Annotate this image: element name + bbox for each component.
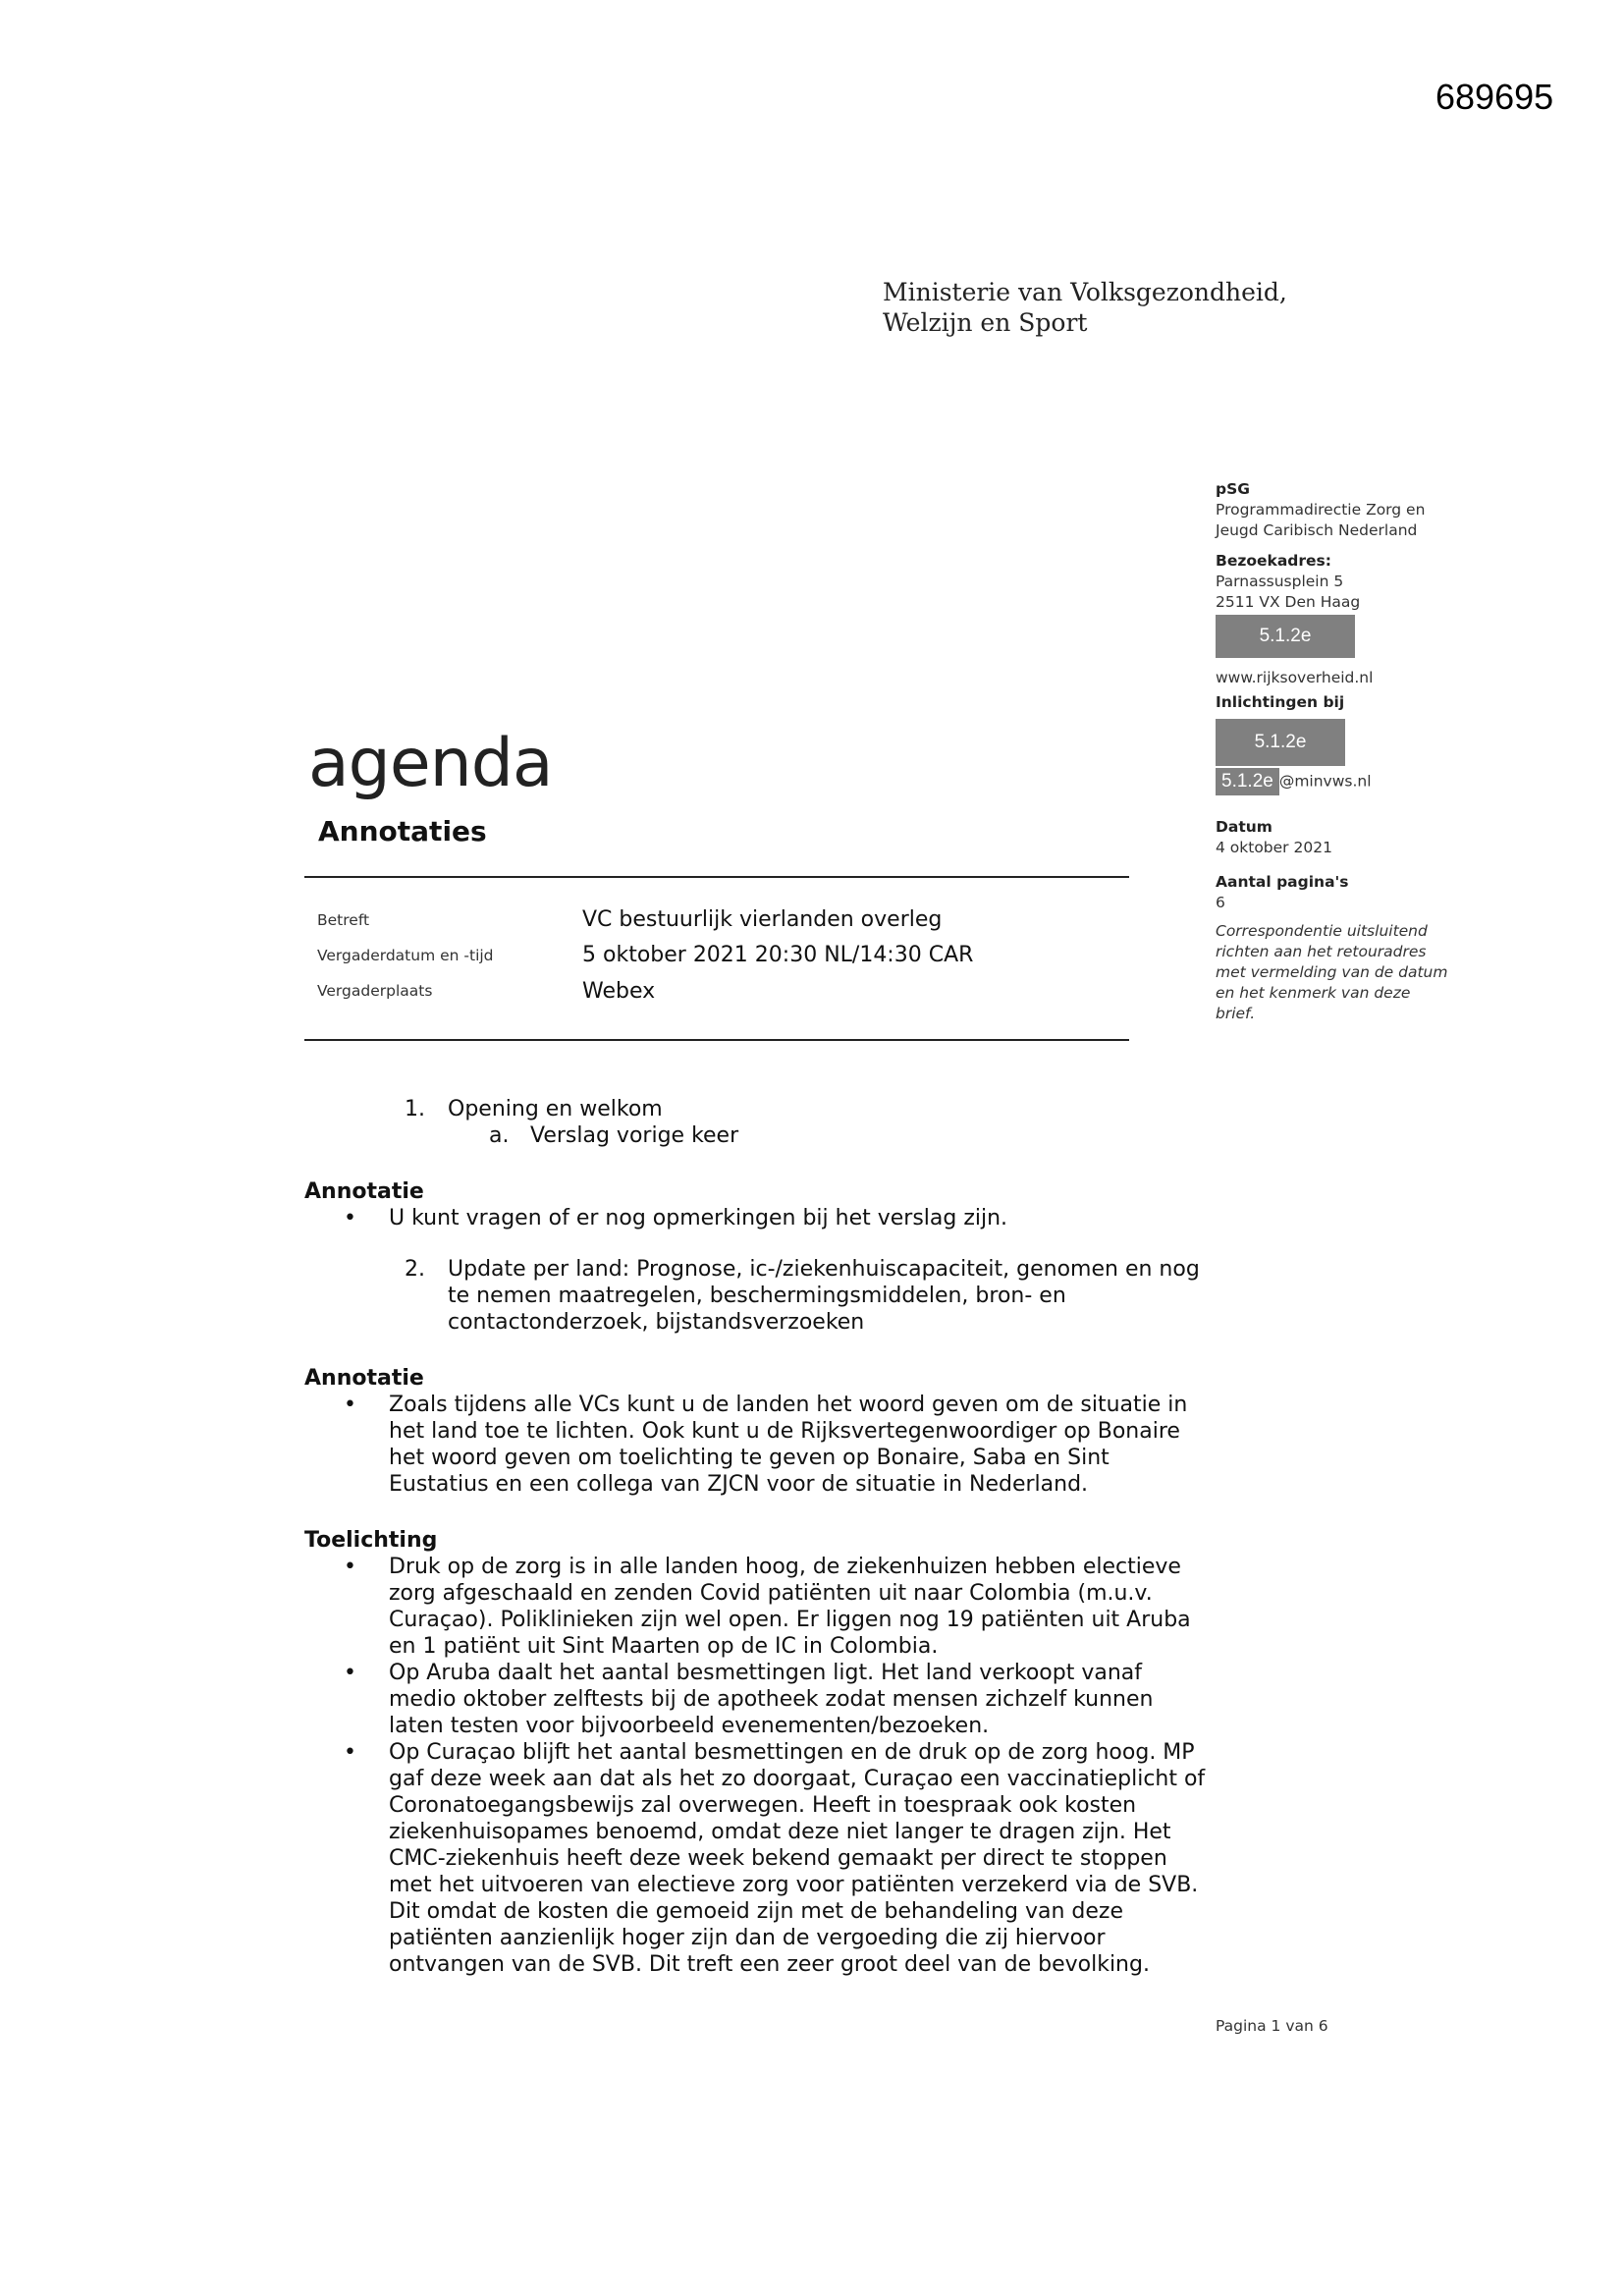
item-text-line: Update per land: Prognose, ic-/ziekenhuiscapaciteit, genomen en nog — [448, 1257, 1200, 1282]
item-text: Opening en welkom — [448, 1097, 663, 1121]
item-number: 1. — [405, 1097, 425, 1121]
toelichting-heading: Toelichting — [304, 1528, 438, 1553]
text-line: medio oktober zelftests bij de apotheek zodat mensen zichzelf kunnen — [389, 1687, 1154, 1712]
divider-top — [304, 876, 1129, 878]
text-line: en 1 patiënt uit Sint Maarten op de IC in Colombia. — [389, 1634, 939, 1659]
annotatie-heading: Annotatie — [304, 1179, 424, 1204]
item-number: 2. — [405, 1257, 425, 1282]
dept-label: pSG — [1216, 480, 1250, 498]
item-text: Verslag vorige keer — [530, 1123, 739, 1148]
text-line: Eustatius en een collega van ZJCN voor de situatie in Nederland. — [389, 1472, 1089, 1497]
ministry-line-2: Welzijn en Sport — [883, 308, 1088, 337]
redaction-box: 5.1.2e — [1216, 615, 1355, 658]
annotatie-heading: Annotatie — [304, 1366, 424, 1391]
item-text-line: contactonderzoek, bijstandsverzoeken — [448, 1310, 865, 1335]
correspondence-note-4: en het kenmerk van deze — [1216, 984, 1411, 1002]
email-domain: @minvws.nl — [1278, 772, 1372, 791]
text-line: zorg afgeschaald en zenden Covid patiënten uit naar Colombia (m.u.v. — [389, 1581, 1153, 1606]
correspondence-note-3: met vermelding van de datum — [1216, 963, 1448, 981]
list-item — [304, 1739, 1208, 1978]
ministry-logo-text — [883, 277, 1287, 338]
page-title: agenda — [308, 725, 553, 802]
text-line: ontvangen van de SVB. Dit treft een zeer groot deel van de bevolking. — [389, 1952, 1150, 1977]
correspondence-note-1: Correspondentie uitsluitend — [1216, 922, 1428, 940]
text-line: patiënten aanzienlijk hoger zijn dan de vergoeding die zij hiervoor — [389, 1926, 1106, 1950]
text-line: • Op Aruba daalt het aantal besmettingen ligt. Het land verkoopt vanaf — [389, 1661, 1143, 1685]
dept-line-1: Programmadirectie Zorg en — [1216, 501, 1426, 519]
redaction-box: 5.1.2e — [1216, 768, 1279, 795]
text-line: ziekenhuisopames benoemd, omdat deze niet langer te dragen zijn. Het — [389, 1820, 1171, 1844]
address-label: Bezoekadres: — [1216, 552, 1331, 570]
text-line: • Druk op de zorg is in alle landen hoog, de ziekenhuizen hebben electieve — [389, 1555, 1181, 1579]
divider-bottom — [304, 1039, 1129, 1041]
address-line-2: 2511 VX Den Haag — [1216, 593, 1361, 611]
text-line: Curaçao). Poliklinieken zijn wel open. Er liggen nog 19 patiënten uit Aruba — [389, 1608, 1191, 1632]
text-line: • Op Curaçao blijft het aantal besmettingen en de druk op de zorg hoog. MP — [389, 1740, 1195, 1765]
address-line-1: Parnassusplein 5 — [1216, 573, 1344, 590]
item-number: a. — [489, 1123, 510, 1148]
meta-datum-label: Vergaderdatum en -tijd — [317, 947, 494, 964]
redaction-box: 5.1.2e — [1216, 719, 1345, 766]
correspondence-note-5: brief. — [1216, 1005, 1256, 1022]
text-line: Coronatoegangsbewijs zal overwegen. Heeft in toespraak ook kosten — [389, 1793, 1137, 1818]
item-text-line: te nemen maatregelen, beschermingsmiddelen, bron- en — [448, 1284, 1066, 1308]
page-number: Pagina 1 van 6 — [1216, 2017, 1328, 2035]
date-label: Datum — [1216, 818, 1272, 836]
document-number: 689695 — [1435, 77, 1554, 117]
sidebar-info — [1216, 479, 1510, 1024]
annotatie-list — [304, 1392, 1208, 1498]
toelichting-list — [304, 1554, 1208, 1978]
correspondence-note-2: richten aan het retouradres — [1216, 943, 1427, 960]
text-line: Dit omdat de kosten die gemoeid zijn met de behandeling van deze — [389, 1899, 1123, 1924]
dept-line-2: Jeugd Caribisch Nederland — [1216, 521, 1418, 539]
pages-label: Aantal pagina's — [1216, 873, 1349, 891]
list-item — [304, 1660, 1208, 1739]
annotatie-list — [304, 1205, 1208, 1231]
ministry-line-1: Ministerie van Volksgezondheid, — [883, 278, 1287, 306]
info-label: Inlichtingen bij — [1216, 693, 1345, 711]
pages-value: 6 — [1216, 894, 1225, 911]
date-value: 4 oktober 2021 — [1216, 839, 1332, 856]
text-line: CMC-ziekenhuis heeft deze week bekend gemaakt per direct te stoppen — [389, 1846, 1167, 1871]
meta-datum-value: 5 oktober 2021 20:30 NL/14:30 CAR — [582, 943, 974, 967]
text-line: het land toe te lichten. Ook kunt u de Rijksvertegenwoordiger op Bonaire — [389, 1419, 1180, 1444]
website-link[interactable]: www.rijksoverheid.nl — [1216, 669, 1374, 686]
text-line: • Zoals tijdens alle VCs kunt u de landen het woord geven om de situatie in — [389, 1393, 1188, 1417]
meta-betreft-label: Betreft — [317, 911, 370, 929]
text-line: laten testen voor bijvoorbeeld evenementen/bezoeken. — [389, 1714, 990, 1738]
text-line: met het uitvoeren van electieve zorg voor patiënten verzekerd via de SVB. — [389, 1873, 1199, 1897]
list-item — [304, 1392, 1208, 1498]
text-line: gaf deze week aan dat als het zo doorgaat, Curaçao een vaccinatieplicht of — [389, 1767, 1206, 1791]
meta-plaats-label: Vergaderplaats — [317, 982, 433, 1000]
agenda-body — [304, 1096, 1208, 1978]
agenda-subitem-1a — [489, 1122, 1208, 1149]
list-item: • U kunt vragen of er nog opmerkingen bij het verslag zijn. — [304, 1205, 1208, 1231]
agenda-item-2 — [405, 1256, 1208, 1336]
page-subtitle: Annotaties — [318, 815, 487, 847]
meta-plaats-value: Webex — [582, 979, 656, 1004]
meta-betreft-value: VC bestuurlijk vierlanden overleg — [582, 907, 943, 932]
text-line: het woord geven om toelichting te geven op Bonaire, Saba en Sint — [389, 1446, 1110, 1470]
list-item — [304, 1554, 1208, 1660]
agenda-item-1 — [405, 1096, 1208, 1122]
